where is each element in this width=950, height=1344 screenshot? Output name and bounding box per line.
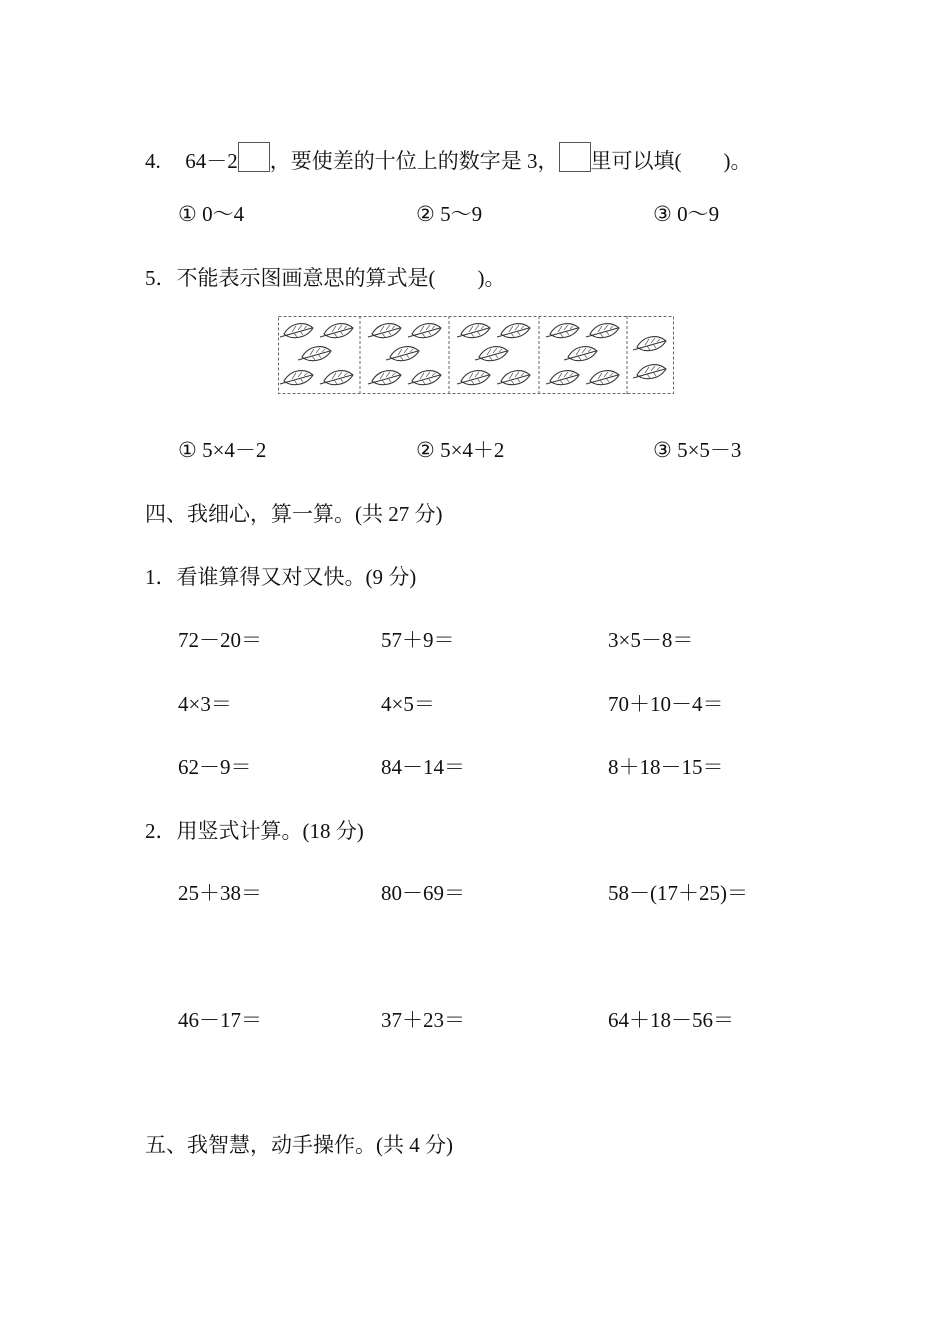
vertical-calc-item: 46－17＝ [178,1008,262,1032]
vertical-calc-item: 58－(17＋25)＝ [608,881,748,905]
q5-option-2[interactable]: ② 5×4＋2 [416,438,505,462]
calc-item: 72－20＝ [178,628,262,652]
section-4-part-1-title: 1．看谁算得又对又快。(9 分) [145,565,417,589]
calc-item: 57＋9＝ [381,628,455,652]
leaf-group-2 [368,324,441,385]
calc-item: 84－14＝ [381,755,465,779]
leaf-picture [278,316,674,394]
calc-item: 3×5－8＝ [608,628,694,652]
leaf-group-3 [457,324,530,385]
question-4-text-end: 里可以填( )。 [590,149,752,173]
calc-item: 8＋18－15＝ [608,755,724,779]
calc-item: 4×3＝ [178,692,232,716]
question-4 [145,142,752,175]
vertical-calc-item: 64＋18－56＝ [608,1008,734,1032]
section-4-title: 四、我细心，算一算。(共 27 分) [145,502,443,526]
calc-item: 4×5＝ [381,692,435,716]
question-4-expression: 64－2 [185,149,238,173]
calc-item: 62－9＝ [178,755,252,779]
q4-option-1[interactable]: ① 0～4 [178,202,245,226]
vertical-calc-item: 37＋23＝ [381,1008,465,1032]
answer-box-reference [559,142,591,172]
q5-option-1[interactable]: ① 5×4－2 [178,438,267,462]
question-4-text: ，要使差的十位上的数字是 3， [269,149,559,173]
question-5: 5．不能表示图画意思的算式是( )。 [145,266,506,290]
vertical-calc-item: 80－69＝ [381,881,465,905]
q4-option-3[interactable]: ③ 0～9 [653,202,720,226]
q4-option-2[interactable]: ② 5～9 [416,202,483,226]
vertical-calc-item: 25＋38＝ [178,881,262,905]
answer-box-digit[interactable] [238,142,270,172]
leaf-group-1 [280,324,353,385]
leaf-group-5 [633,337,666,379]
leaf-group-4 [546,324,619,385]
calc-item: 70＋10－4＝ [608,692,724,716]
q5-option-3[interactable]: ③ 5×5－3 [653,438,742,462]
question-4-number: 4. [145,149,161,173]
section-4-part-2-title: 2．用竖式计算。(18 分) [145,819,364,843]
section-5-title: 五、我智慧，动手操作。(共 4 分) [145,1133,453,1157]
